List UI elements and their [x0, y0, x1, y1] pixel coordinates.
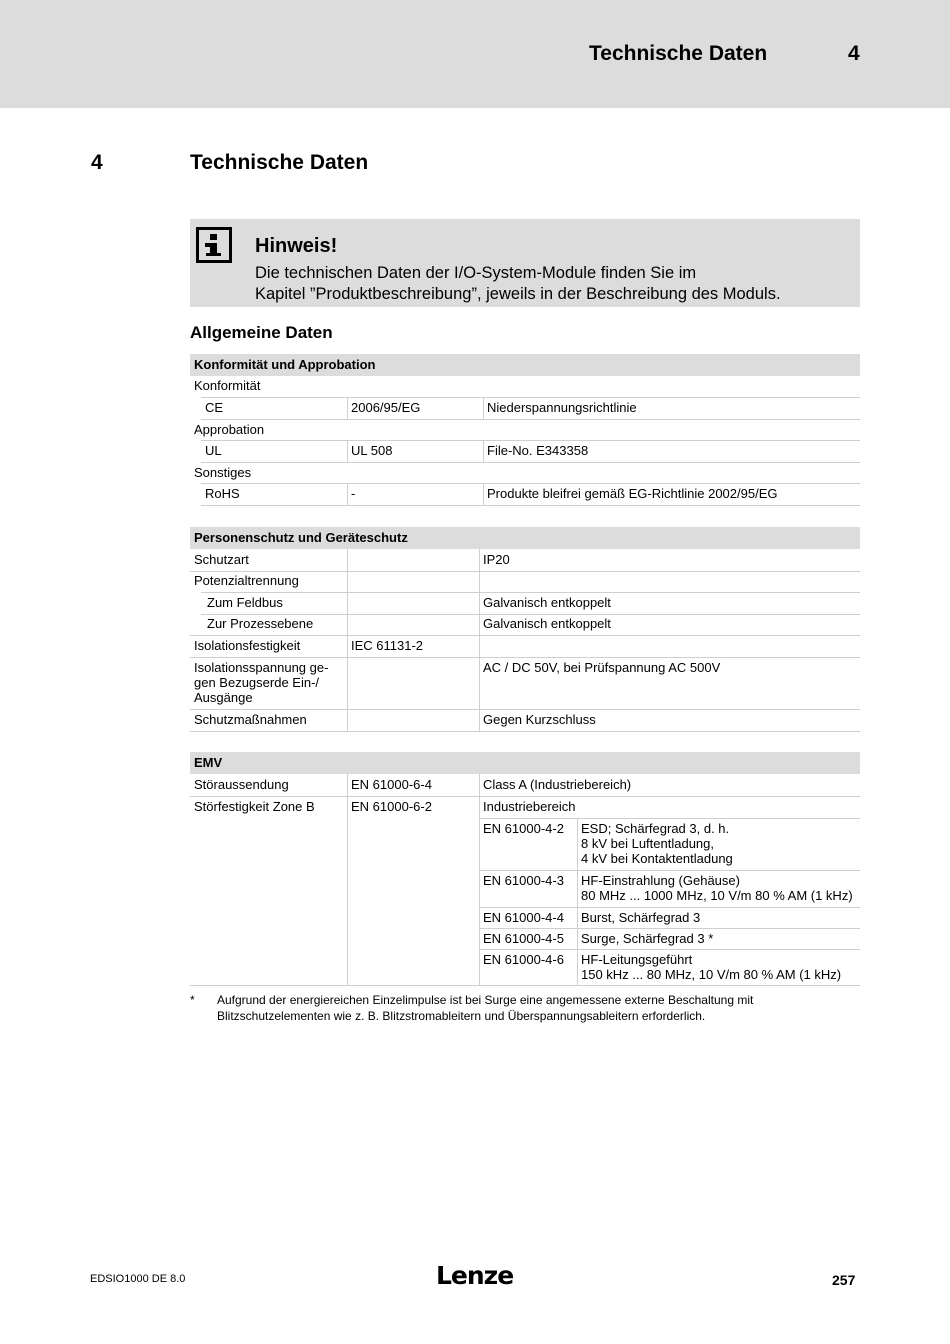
cell-protective-measures: Schutzmaßnahmen — [194, 712, 307, 727]
chapter-number: 4 — [91, 151, 103, 174]
cell-ce-standard: 2006/95/EG — [351, 400, 421, 415]
cell-emission-value: Class A (Industriebereich) — [483, 777, 632, 792]
cell-insulation-voltage: gen Bezugserde Ein-/ — [194, 675, 320, 690]
cell-subtest-value: ESD; Schärfegrad 3, d. h. — [581, 821, 730, 836]
cell-rohs: RoHS — [205, 486, 240, 501]
cell-insulation-voltage: Isolationsspannung ge- — [194, 660, 329, 675]
divider — [479, 870, 860, 871]
divider — [483, 397, 484, 419]
cell-ce-value: Niederspannungsrichtlinie — [487, 400, 637, 415]
divider — [190, 571, 860, 572]
divider — [201, 614, 860, 615]
cell-immunity-standard: EN 61000-6-2 — [351, 799, 432, 814]
cell-subtest-value: 8 kV bei Luftentladung, — [581, 836, 714, 851]
divider — [347, 397, 348, 419]
cell-ce: CE — [205, 400, 224, 415]
footnote-text: Blitzschutzelementen wie z. B. Blitzstromableitern und Überspannungsableitern erforderlich. — [217, 1009, 706, 1023]
cell-subtest-value: 150 kHz ... 80 MHz, 10 V/m 80 % AM (1 kHz) — [581, 967, 842, 982]
cell-process-level: Zur Prozessebene — [207, 616, 314, 631]
divider — [483, 440, 484, 462]
divider — [347, 483, 348, 505]
cell-subtest-standard: EN 61000-4-5 — [483, 931, 564, 946]
note-heading: Hinweis! — [255, 235, 338, 257]
divider — [347, 774, 348, 985]
cell-immunity-value: Industriebereich — [483, 799, 576, 814]
cell-subtest-standard: EN 61000-4-4 — [483, 910, 564, 925]
divider — [190, 635, 860, 636]
lenze-logo: Lenze — [436, 1261, 514, 1290]
cell-subtest-value: 4 kV bei Kontaktentladung — [581, 851, 733, 866]
cell-subtest-standard: EN 61000-4-3 — [483, 873, 564, 888]
cell-potential-separation: Potenzialtrennung — [194, 573, 299, 588]
cell-subtest-standard: EN 61000-4-2 — [483, 821, 564, 836]
note-text-line: Die technischen Daten der I/O-System-Module finden Sie im — [255, 264, 697, 282]
page-header — [0, 0, 950, 108]
cell-rohs-value: Produkte bleifrei gemäß EG-Richtlinie 2002/95/EG — [487, 486, 778, 501]
divider — [479, 907, 860, 908]
footnote-text: Aufgrund der energiereichen Einzelimpulse ist bei Surge eine angemessene externe Beschaltung mit — [217, 993, 754, 1007]
divider — [190, 985, 860, 986]
divider — [347, 549, 348, 731]
group-label-conformity: Konformität — [194, 378, 261, 393]
cell-subtest-value: HF-Einstrahlung (Gehäuse) — [581, 873, 740, 888]
chapter-title: Technische Daten — [190, 151, 369, 174]
divider — [201, 505, 860, 506]
cell-insulation-voltage-value: AC / DC 50V, bei Prüfspannung AC 500V — [483, 660, 721, 675]
page-number: 257 — [832, 1272, 856, 1288]
divider — [479, 928, 860, 929]
cell-subtest-value: Burst, Schärfegrad 3 — [581, 910, 701, 925]
divider — [479, 818, 860, 819]
note-text-line: Kapitel ”Produktbeschreibung”, jeweils in der Beschreibung des Moduls. — [255, 285, 781, 303]
divider — [577, 818, 578, 985]
cell-insulation-voltage: Ausgänge — [194, 690, 253, 705]
group-label-approval: Approbation — [194, 422, 265, 437]
divider — [190, 709, 860, 710]
cell-protection-class-value: IP20 — [483, 552, 510, 567]
table-conformity-header: Konformität und Approbation — [190, 354, 860, 376]
divider — [190, 657, 860, 658]
cell-emission: Störaussendung — [194, 777, 289, 792]
cell-fieldbus: Zum Feldbus — [207, 595, 283, 610]
cell-subtest-standard: EN 61000-4-6 — [483, 952, 564, 967]
cell-insulation-strength-standard: IEC 61131-2 — [351, 638, 424, 653]
divider — [201, 462, 860, 463]
table-emc-header: EMV — [190, 752, 860, 774]
divider — [201, 397, 860, 398]
cell-ul-standard: UL 508 — [351, 443, 393, 458]
cell-subtest-value: Surge, Schärfegrad 3 * — [581, 931, 714, 946]
cell-subtest-value: HF-Leitungsgeführt — [581, 952, 693, 967]
cell-ul: UL — [205, 443, 222, 458]
cell-rohs-standard: - — [351, 486, 356, 501]
cell-ul-value: File-No. E343358 — [487, 443, 589, 458]
cell-immunity: Störfestigkeit Zone B — [194, 799, 315, 814]
divider — [347, 440, 348, 462]
divider — [483, 483, 484, 505]
cell-process-level-value: Galvanisch entkoppelt — [483, 616, 611, 631]
divider — [201, 592, 860, 593]
cell-fieldbus-value: Galvanisch entkoppelt — [483, 595, 611, 610]
divider — [190, 796, 860, 797]
header-title: Technische Daten — [589, 42, 768, 65]
divider — [201, 419, 860, 420]
cell-emission-standard: EN 61000-6-4 — [351, 777, 432, 792]
divider — [479, 549, 480, 731]
table-protection-header: Personenschutz und Geräteschutz — [190, 527, 860, 549]
group-label-other: Sonstiges — [194, 465, 252, 480]
header-chapter-number: 4 — [848, 42, 860, 65]
divider — [201, 440, 860, 441]
footer-document-id: EDSIO1000 DE 8.0 — [90, 1273, 186, 1285]
divider — [190, 731, 860, 732]
section-title: Allgemeine Daten — [190, 323, 333, 342]
cell-protective-measures-value: Gegen Kurzschluss — [483, 712, 596, 727]
footnote-mark: * — [190, 993, 195, 1007]
cell-insulation-strength: Isolationsfestigkeit — [194, 638, 301, 653]
divider — [201, 483, 860, 484]
info-icon — [196, 227, 232, 263]
divider — [479, 774, 480, 985]
divider — [479, 949, 860, 950]
cell-protection-class: Schutzart — [194, 552, 249, 567]
cell-subtest-value: 80 MHz ... 1000 MHz, 10 V/m 80 % AM (1 kHz) — [581, 888, 853, 903]
